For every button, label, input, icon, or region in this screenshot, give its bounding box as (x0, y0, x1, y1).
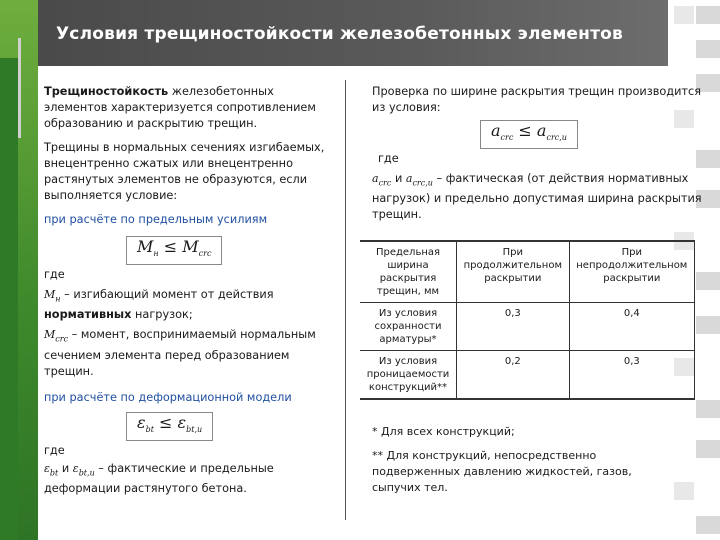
table-cell: 0,3 (569, 351, 694, 400)
footnote-1: * Для всех конструкций; (372, 425, 515, 438)
intro-paragraph (44, 84, 334, 132)
decor-line (18, 38, 33, 138)
decor-tile (696, 440, 720, 458)
decor-tile (696, 272, 720, 290)
table-header-cell: При непродолжительном раскрытии (569, 241, 694, 303)
where-label-3: где (378, 152, 399, 166)
decor-tile (696, 400, 720, 418)
case2-heading: при расчёте по деформационной модели (44, 390, 292, 404)
left-column (44, 84, 334, 497)
decor-tile (696, 6, 720, 24)
table-cell: 0,2 (457, 351, 570, 400)
table-row (360, 351, 695, 400)
table-cell: Из условия сохранности арматуры* (360, 303, 457, 351)
column-divider (345, 80, 346, 520)
strain-definition: $\varepsilon_{bt}$ и $\varepsilon_{bt,u}$ – фактические и предельные деформации растянутого бетона. (44, 461, 274, 496)
table-header-cell: Предельная ширина раскрытия трещин, мм (360, 241, 457, 303)
formula3-row (480, 120, 702, 149)
formula1-row (126, 236, 334, 265)
right-column (372, 84, 702, 223)
formula-moment: $M_н \le M_{crc}$ (126, 236, 222, 265)
intro-text: железобетонных элементов характеризуется сопротивлением образованию и раскрытию трещин. (44, 85, 316, 130)
footnotes (372, 424, 672, 496)
mcrc-definition: $M_{crc}$ – момент, воспринимаемый нормальным сечением элемента перед образованием трещин. (44, 328, 316, 378)
decor-tile (674, 6, 694, 24)
table-cell: Из условия проницаемости конструкций** (360, 351, 457, 400)
formula-strain: $\varepsilon_{bt} \le \varepsilon_{bt,u}$ (126, 412, 213, 441)
decor-tile (696, 516, 720, 534)
decor-tile (696, 316, 720, 334)
decor-tile (696, 40, 720, 58)
table-header-cell: При продолжительном раскрытии (457, 241, 570, 303)
case1-heading: при расчёте по предельным усилиям (44, 213, 268, 226)
where-label-2: где (44, 443, 65, 457)
check-intro: Проверка по ширине раскрытия трещин производится из условия: (372, 85, 702, 114)
crack-width-table (360, 240, 695, 400)
mn-definition: $M_н$ – изгибающий момент от действия нормативных нагрузок; (44, 288, 274, 322)
table-cell: 0,3 (457, 303, 570, 351)
table-row (360, 303, 695, 351)
formula-crack-width: $a_{crc} \le a_{crc,u}$ (480, 120, 578, 149)
decor-tile (674, 482, 694, 500)
formula2-row (126, 412, 334, 441)
acrc-definition: $a_{crc}$ и $a_{crc,u}$ – фактическая (от действия нормативных нагрузок) и предельно допустимая ширина раскрытия трещин. (372, 172, 702, 222)
left-accent-strip (0, 58, 18, 540)
condition-paragraph: Трещины в нормальных сечениях изгибаемых, внецентренно сжатых или внецентренно растянутых элементов не образуются, если выполняется условие: (44, 141, 325, 202)
table-cell: 0,4 (569, 303, 694, 351)
intro-term: Трещиностойкость (44, 85, 169, 98)
table-header-row (360, 241, 695, 303)
footnote-2: ** Для конструкций, непосредственно подверженных давлению жидкостей, газов, сыпучих тел. (372, 449, 632, 494)
slide-title: Условия трещиностойкости железобетонных элементов (56, 24, 623, 44)
where-label: где (44, 268, 65, 282)
